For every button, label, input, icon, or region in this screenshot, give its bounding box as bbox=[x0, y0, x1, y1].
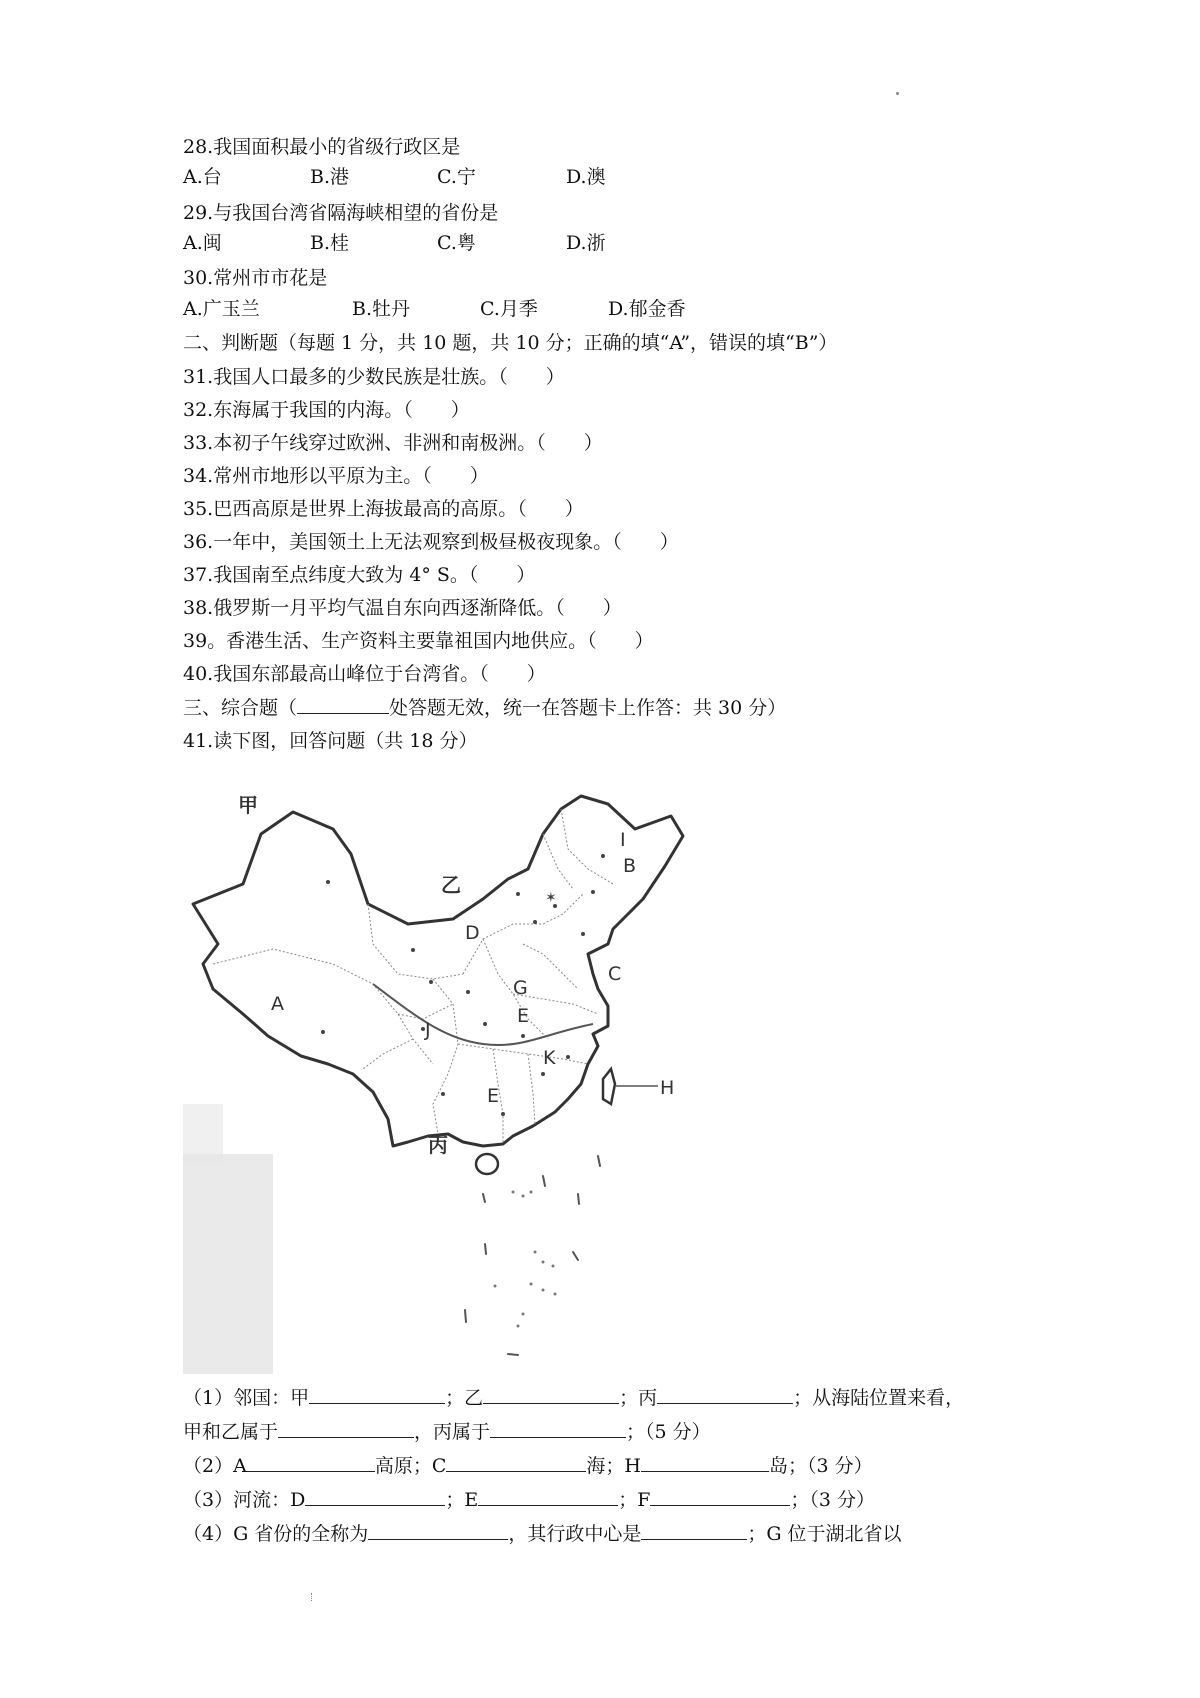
map-label-bing: 丙 bbox=[428, 1133, 448, 1157]
sub2-h-label: 海；H bbox=[586, 1455, 641, 1477]
sub-question-4 bbox=[183, 1520, 902, 1548]
q29-option-c: C.粤 bbox=[437, 232, 476, 254]
sub2-score: 岛；（3 分） bbox=[768, 1455, 873, 1477]
q28-option-c: C.宁 bbox=[437, 166, 476, 188]
section3-title bbox=[183, 695, 786, 721]
section3-suffix: 处答题无效，统一在答题卡上作答：共 30 分） bbox=[389, 697, 787, 719]
map-label-c: C bbox=[608, 963, 622, 985]
judgement-34: 34.常州市地形以平原为主。（ ） bbox=[183, 465, 489, 487]
sub1-yi-label: ；乙 bbox=[445, 1387, 484, 1409]
map-label-b: B bbox=[623, 855, 637, 877]
judgement-39: 39。香港生活、生产资料主要靠祖国内地供应。（ ） bbox=[183, 630, 654, 652]
q29-option-a: A.闽 bbox=[183, 232, 222, 254]
map-label-a: A bbox=[271, 993, 284, 1015]
blank-g-capital bbox=[641, 1521, 747, 1540]
page-speck-bottom bbox=[311, 1593, 314, 1601]
map-label-j: J bbox=[425, 1019, 431, 1041]
section3-prefix: 三、综合题（ bbox=[183, 697, 298, 719]
q30-option-a: A.广玉兰 bbox=[183, 298, 260, 320]
judgement-33: 33.本初子午线穿过欧洲、非洲和南极洲。（ ） bbox=[183, 432, 603, 454]
sub1-bing-label: ；丙 bbox=[619, 1387, 658, 1409]
sub1-bing-belongs: ，丙属于 bbox=[414, 1421, 491, 1443]
china-outline-map bbox=[183, 774, 743, 1374]
q28-option-d: D.澳 bbox=[566, 166, 606, 188]
page-speck bbox=[896, 92, 899, 95]
sub2-a-label: （2）A bbox=[183, 1455, 247, 1477]
sub3-f-label: ；F bbox=[618, 1489, 651, 1511]
sub-question-1-line2 bbox=[183, 1418, 711, 1446]
map-label-jia: 甲 bbox=[238, 793, 258, 817]
map-label-e-lower: E bbox=[487, 1085, 500, 1107]
blank-river-f bbox=[650, 1487, 790, 1506]
sub4-fullname-label: （4）G 省份的全称为 bbox=[183, 1523, 369, 1545]
map-label-h: H bbox=[660, 1077, 675, 1099]
section2-title: 二、判断题（每题 1 分，共 10 题，共 10 分；正确的填“A”，错误的填“B”） bbox=[183, 332, 838, 354]
blank-bing-type bbox=[490, 1419, 626, 1438]
svg-text:✶: ✶ bbox=[545, 890, 557, 906]
sub-question-3 bbox=[183, 1486, 875, 1514]
judgement-37: 37.我国南至点纬度大致为 4° S。（ ） bbox=[183, 564, 536, 586]
sub1-neighbour-label: （1）邻国：甲 bbox=[183, 1387, 310, 1409]
blank-yi bbox=[483, 1385, 619, 1404]
sub-question-1-line1 bbox=[183, 1384, 964, 1412]
judgement-40: 40.我国东部最高山峰位于台湾省。（ ） bbox=[183, 663, 546, 685]
sub2-c-label: 高原；C bbox=[374, 1455, 447, 1477]
sub1-score: ；（5 分） bbox=[626, 1421, 711, 1443]
q30-option-d: D.郁金香 bbox=[608, 298, 686, 320]
sub-question-2 bbox=[183, 1452, 873, 1480]
section3-blank bbox=[297, 695, 389, 714]
q28-option-b: B.港 bbox=[310, 166, 350, 188]
blank-river-d bbox=[305, 1487, 445, 1506]
blank-g-fullname bbox=[368, 1521, 508, 1540]
judgement-31: 31.我国人口最多的少数民族是壮族。（ ） bbox=[183, 366, 565, 388]
q28-option-a: A.台 bbox=[183, 166, 222, 188]
blank-h-island bbox=[641, 1453, 769, 1472]
sub3-d-label: （3）河流：D bbox=[183, 1489, 306, 1511]
blank-bing bbox=[657, 1385, 793, 1404]
sub4-location-label: ；G 位于湖北省以 bbox=[747, 1523, 902, 1545]
q30-stem: 30.常州市市花是 bbox=[183, 267, 328, 289]
blank-jia bbox=[309, 1385, 445, 1404]
judgement-35: 35.巴西高原是世界上海拔最高的高原。（ ） bbox=[183, 498, 584, 520]
blank-jia-yi-type bbox=[278, 1419, 414, 1438]
blank-river-e bbox=[478, 1487, 618, 1506]
blank-a-plateau bbox=[247, 1453, 375, 1472]
sub1-position-label: ；从海陆位置来看， bbox=[793, 1387, 965, 1409]
q29-option-b: B.桂 bbox=[310, 232, 350, 254]
sub1-jia-yi-belongs: 甲和乙属于 bbox=[183, 1421, 279, 1443]
sub4-capital-label: ，其行政中心是 bbox=[508, 1523, 642, 1545]
judgement-36: 36.一年中，美国领土上无法观察到极昼极夜现象。（ ） bbox=[183, 531, 679, 553]
map-label-d: D bbox=[465, 922, 480, 944]
sub3-score: ；（3 分） bbox=[790, 1489, 876, 1511]
map-label-g: G bbox=[513, 977, 528, 999]
map-label-yi: 乙 bbox=[441, 873, 461, 897]
q29-stem: 29.与我国台湾省隔海峡相望的省份是 bbox=[183, 202, 499, 224]
judgement-38: 38.俄罗斯一月平均气温自东向西逐渐降低。（ ） bbox=[183, 597, 622, 619]
map-label-e-upper: E bbox=[517, 1005, 530, 1027]
map-label-k: K bbox=[543, 1047, 556, 1069]
map-label-i: I bbox=[620, 829, 626, 851]
q30-option-b: B.牡丹 bbox=[352, 298, 411, 320]
q41-title: 41.读下图，回答问题（共 18 分） bbox=[183, 730, 478, 752]
judgement-32: 32.东海属于我国的内海。（ ） bbox=[183, 399, 470, 421]
sub3-e-label: ；E bbox=[445, 1489, 479, 1511]
q30-option-c: C.月季 bbox=[480, 298, 538, 320]
q29-option-d: D.浙 bbox=[566, 232, 606, 254]
blank-c-sea bbox=[446, 1453, 586, 1472]
q28-stem: 28.我国面积最小的省级行政区是 bbox=[183, 136, 461, 158]
